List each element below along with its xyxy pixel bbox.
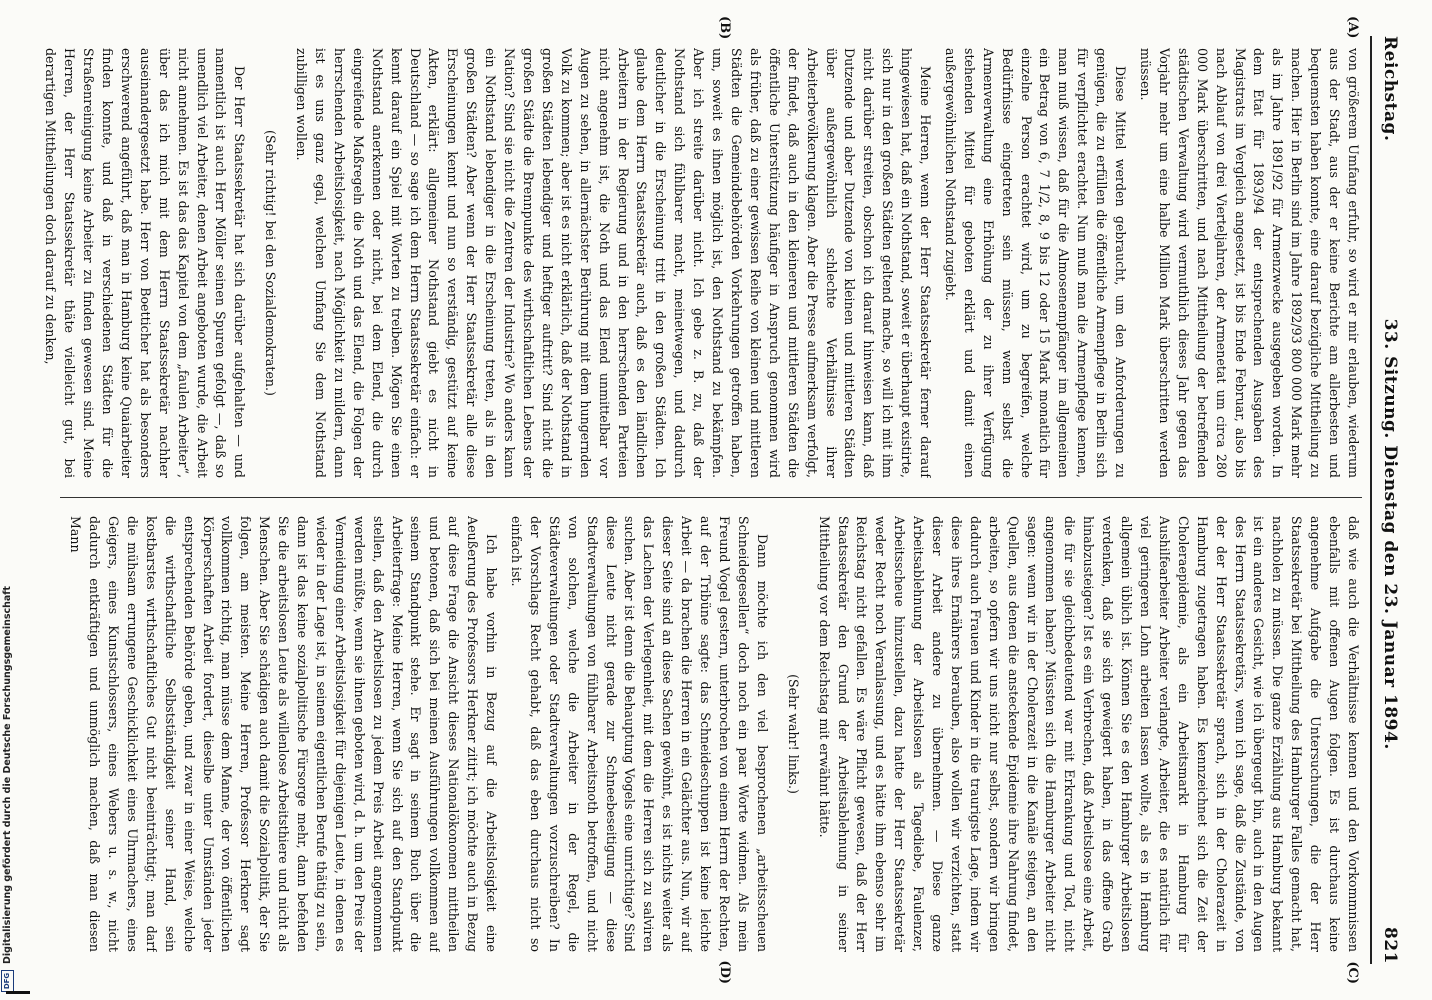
left-paragraph: von größerem Umfang erfuhr, so wird er mir erlauben, wiederum aus der Stadt, aus der er keine Berichte am allerbesten und bequemsten haben konnte, eine darauf bezügliche Mittheilung zu machen. Hier in Berlin sind im Jahre 1892/93 800 000 Mark mehr als im Jahre 1891/92 für Armenzwecke ausgegeben worden. In dem Etat für 1893/94 der entsprechenden Ausgaben des Magistrats im Vergleich angesetzt, ist bis Ende Februar, also bis nach Ablauf von drei Vierteljahren, der Armenetat um circa 280 000 Mark überschritten, und nach Mittheilung der betreffenden städtischen Verwaltung wird vermuthlich dieses Jahr gegen das Vorjahr mehr um eine halbe Million Mark überschritten werden müssen. (1138, 48, 1361, 478)
footer-text: Digitalisierung gefördert durch die Deutsche Forschungsgemeinschaft (2, 586, 13, 964)
header-chamber: Reichstag. (1380, 36, 1400, 142)
digitization-footer (1, 586, 14, 992)
header-rule (1370, 36, 1372, 964)
column-divider (60, 497, 1362, 498)
left-paragraph: Der Herr Staatssekretär hat sich darüber aufgehalten — und namentlich ist auch Herr Möller seinen Spuren gefolgt —, daß so unendlich viel Arbeiter, denen Arbeit angeboten wurde, die Arbeit nicht annehmen. Es ist das das Kapitel von dem „faulen Arbeiter“, über das ich mich mit dem Herrn Staatssekretär nachher auseinandergesetzt habe. Herr von Boetticher hat als besonders erschwerend angeführt, daß man in Hamburg keine Quaiarbeiter finden konnte, und daß in verschiedenen Städten für die Straßenreinigung keine Arbeiter zu finden gewesen sind. Meine Herren, der Herr Staatssekretär thäte vielleicht gut, bei derartigen Mittheilungen doch darauf zu denken, (43, 48, 248, 478)
left-column (40, 48, 1362, 478)
page-header (1370, 36, 1410, 964)
margin-marker-a: (A) (1345, 16, 1360, 39)
corner-scan-mark (6, 991, 30, 994)
right-column (40, 516, 1362, 952)
header-page-number: 821 (1380, 926, 1400, 964)
margin-marker-d: (D) (717, 960, 732, 984)
left-paragraph: Meine Herren, wenn der Herr Staatssekretär ferner darauf hingewiesen hat, daß ein Nothstand, soweit er überhaupt existirte, sich nur in den großen Städten geltend mache, so will ich mit ihm nicht darüber streiten, obschon ich darauf hinweisen kann, daß Dutzende und aber Dutzende von kleinen und mittleren Städten über außergewöhnlich schlechte Verhältnisse ihrer Arbeiterbevölkerung klagen. Aber die Presse aufmerksam verfolgt, der findet, daß auch in den kleineren und mittleren Städten die öffentliche Unterstützung häufiger in Anspruch genommen wird als früher, daß zu einer gewissen Reihe von kleinen und mittleren Städten die Gemeindebehörden Vorkehrungen getroffen haben, um, soweit es ihnen möglich ist, den Nothstand zu bekämpfen. Aber ich streite darüber nicht. Ich gebe z. B. zu, daß der Nothstand sich fühlbarer macht, meinetwegen, und dadurch deutlicher in die Erscheinung tritt in den großen Städten. Ich glaube dem Herrn Staatssekretär auch, daß es den ländlichen Arbeitern in der Regierung und in den herrschenden Parteien nicht angenehm ist, die Noth und das Elend unmittelbar vor Augen zu sehen, in allernächster Berührung mit dem hungernden Volk zu kommen; aber ist es nicht erklärlich, daß der Nothstand in großen Städten lebendiger und heftiger auftritt? Sind nicht die großen Städte die Brennpunkte des wirthschaftlichen Lebens der Nation? Sind sie nicht die Zentren der Industrie? Wo anders kann ein Nothstand lebendiger in die Erscheinung treten, als in den großen Städten? Aber wenn der Herr Staatssekretär alle diese Erscheinungen kennt und nun so verständig, gestützt auf keine Akten, erklärt: allgemeiner Nothstand giebt es nicht in Deutschland — so sage ich dem Herrn Staatssekretär einfach: er kennt darauf ein Spiel mit Worten zu treiben. Mögen Sie einen Nothstand anerkennen oder nicht, bei dem Elend, die durch eingreifende Maßregeln die Noth und das Elend, die Folgen der herrschenden Arbeitslosigkeit, nach Möglichkeit zu mildern, dann ist es uns ganz egal, welchen Umfang Sie dem Nothstand zubilligen wollen. (294, 48, 934, 478)
right-paragraph: Ich habe vorhin in Bezug auf die Arbeitslosigkeit eine Aeußerung des Professors Herkner zitirt; ich möchte auch in Bezug auf diese Frage die Ansicht dieses Nationalökonomen mittheilen und betonen, daß sich bei meinen Ausführungen vollkommen auf seinem Standpunkt stehe. Er sagt in seinem Buch über die Arbeiterfrage: Meine Herren, wenn Sie sich auf den Standpunkt stellen, daß den Arbeitslosen zu jedem Preis Arbeit angenommen werden müßte, wenn sie ihnen geboten wird, d. h. um den Preis der Vermeidung einer Arbeitslosigkeit für diejenigen Leute, in denen es wieder in der Lage ist, in seinem eigentlichen Berufe thätig zu sein, dann ist das keine sozialpolitische Fürsorge mehr, dann befehden Sie die arbeitslosen Leute als willenlose Arbeitsthiere und nicht als Menschen. Aber Sie schädigen auch damit die Sozialpolitik, der Sie folgen, am meisten. Meine Herren, Professor Herkner sagt vollkommen richtig, man müsse dem Manne, der von öffentlichen Körperschaften Arbeit fordert, dieselbe unter Umständen jeder entsprechenden Behörde geben, und zwar in einer Weise, welche die wirthschaftliche Selbstständigkeit seiner Hand, sein kostbarstes wirthschaftliches Gut nicht beeinträchtigt; man darf die mühsam errungene Geschicklichkeit eines Uhrmachers, eines Geigers, eines Kunstschlossers, eines Webers u. s. w., nicht dadurch entkräftigen und unmöglich machen, daß man diesen Mann (68, 516, 500, 952)
margin-marker-b: (B) (717, 16, 732, 40)
header-session: 33. Sitzung. Dienstag den 23. Januar 1894. (1380, 318, 1400, 750)
left-interjection: (Sehr richtig! bei den Sozialdemokraten.) (263, 130, 279, 396)
right-interjection: (Sehr wahr! links.) (785, 674, 801, 794)
margin-marker-c: (C) (1345, 961, 1360, 984)
dfg-logo-icon: DFG (1, 970, 14, 992)
right-paragraph: daß wie auch die Verhältnisse kennen und den Vorkommnissen ebenfalls mit offenen Augen folgen. Es ist durchaus keine angenehme Aufgabe die Untersuchungen, die der Herr Staatssekretär bei Mittheilung des Hamburger Falles gemacht hat, nachholen zu müssen. Die ganze Erzählung aus Hamburg bekannt ist ein anderes Gesicht, wie ich übergeugt bin, auch in den Augen des Herrn Staatssekretärs, wenn ich sage, daß die Zustände, von der der Herr Staatssekretär sprach, sich in der Cholerazeit in Hamburg zugetragen haben. Es kennzeichnet sich die Zeit der Choleraepidemie, als ein Arbeitsmarkt in Hamburg für Aushilfearbeiter Arbeiter verlangte, Arbeiter, die es natürlich für viel geringeren Lohn arbeiten lassen wollte, als es in Hamburg allgemein üblich ist. Können Sie es den Hamburger Arbeitslosen verdenken, daß sie sich geweigert haben, in das offene Grab hinabzusteigen? Ist es ein Verbrechen, daß Arbeitslose eine Arbeit, die für sie gleichbedeutend war mit Erkrankung und Tod, nicht angenommen haben? Müssten sich die Hamburger Arbeiter nicht sagen: wenn wir in der Cholerazeit in die Kanäle steigen, an den Quellen, aus denen die ansteckende Epidemie ihre Nahrung findet, arbeiten, so opfern wir uns nicht nur selbst, sondern wir bringen dadurch auch Frauen und Kinder in die traurigste Lage, indem wir diese ihres Ernährers berauben, also wollen wir verzichten, statt dieser Arbeit andere zu übernehmen. — Diese ganze Arbeitsablehnung der Arbeitslosen als Tagediebe, Faulenzer, Arbeitsscheue hinzustellen, dazu hatte der Herr Staatssekretär weder Recht noch Veranlassung, und es hätte ihm ebenso sehr im Reichstag nicht gefallen. Es wäre Pflicht gewesen, daß der Herr Staatssekretär den Grund der Arbeitsablehnung in seiner Mittheilung vor dem Reichstag mit erwähnt hätte. (816, 516, 1361, 952)
left-paragraph: Diese Mittel werden gebraucht, um den Anforderungen zu genügen, die zu erfüllen die öffentliche Armenpflege in Berlin sich für verpflichtet erachtet. Nun muß man die Armenpflege kennen, man muß wissen, daß für die Almosenempfänger im allgemeinen ein Betrag von 6, 7 1/2, 8, 9 bis 12 oder 15 Mark monatlich für einzelne Person erachtet wird, um zu begreifen, welche Bedürfnisse eingetreten sein müssen, wenn selbst die Armenverwaltung eine Erhöhung der zu ihrer Verfügung stehenden Mittel für geboten erklärt und damit einen außergewöhnlichen Nothstand zugiebt. (942, 48, 1129, 478)
right-paragraph: Dann möchte ich den viel besprochenen „arbeitsscheuen Schneidegesellen“ doch noch ein paar Worte widmen. Als mein Freund Vogel gestern, unterbrochen von einem Herrn der Rechten, auf der Tribüne sagte: das Schneideschuppen ist keine leichte Arbeit — da brachen die Herren in ein Gelächter aus. Nun, wir auf dieser Seite sind an diese Sachen gewöhnt, es ist nichts weiter als das Lachen der Verlegenheit, mit dem die Herren sich zu salviren suchen. Aber ist denn die Behauptung Vogels eine unrichtige? Sind diese Leute nicht gerade zur Schneebeseitigung — diese Stadtverwaltungen von fühlbarer Arbeitsnoth betroffen, und nicht von solchen, welche die Arbeiter in der Regel, die Städteverwaltungen oder Stadtverwaltungen vorzuschreiben? In der Vorschlags Recht gehabt, daß das eben durchaus nicht so einfach ist. (509, 516, 770, 952)
